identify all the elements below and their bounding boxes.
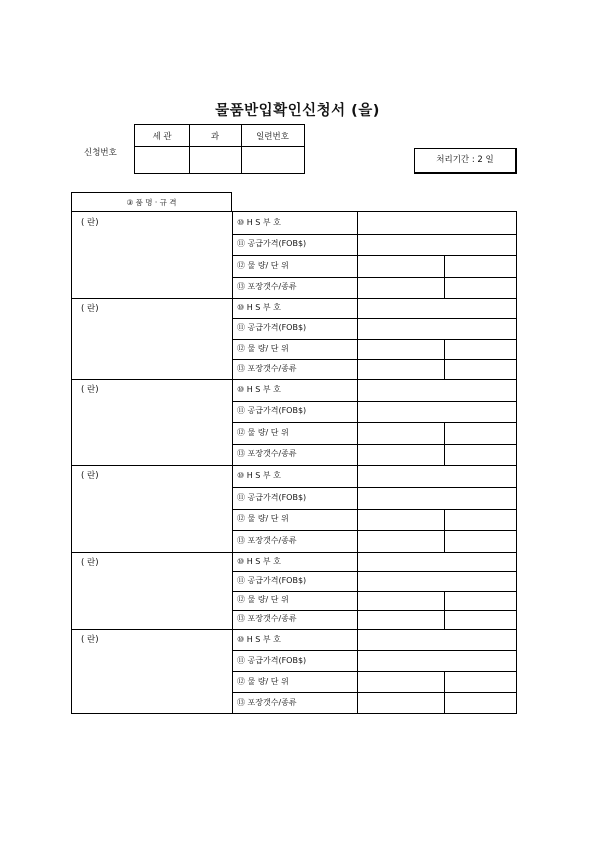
- value-divider: [357, 465, 358, 552]
- processing-period-box: 처리기간 : 2 일: [414, 148, 517, 174]
- item-block-label: ( 란): [81, 558, 99, 568]
- item-value-field[interactable]: [358, 553, 515, 570]
- item-value-field[interactable]: [358, 488, 515, 508]
- item-block-label: ( 란): [81, 218, 99, 228]
- item-value-field[interactable]: [358, 466, 515, 486]
- item-block-label: ( 란): [81, 635, 99, 645]
- item-value-field[interactable]: [358, 423, 515, 443]
- form-title: 물품반입확인신청서 (을): [215, 103, 380, 119]
- value-divider: [357, 379, 358, 465]
- unit-divider: [444, 671, 445, 713]
- item-row-label: ⑫ 물 량/ 단 위: [237, 343, 289, 353]
- item-value-field[interactable]: [358, 592, 515, 609]
- serial-number-field[interactable]: [243, 148, 303, 173]
- item-row-label: ⑪ 공급가격(FOB$): [237, 323, 307, 333]
- item-row-label: ⑩ H S 부 호: [237, 556, 281, 566]
- item-row-label: ⑩ H S 부 호: [237, 217, 281, 227]
- item-row-label: ⑫ 물 량/ 단 위: [237, 595, 289, 605]
- item-value-field[interactable]: [358, 235, 515, 255]
- item-row-label: ⑬ 포장갯수/종류: [237, 449, 297, 459]
- item-value-field[interactable]: [358, 213, 515, 233]
- item-row-label: ⑪ 공급가격(FOB$): [237, 492, 307, 502]
- item-row-label: ⑫ 물 량/ 단 위: [237, 676, 289, 686]
- item-row-label: ⑪ 공급가격(FOB$): [237, 406, 307, 416]
- item-value-field[interactable]: [358, 651, 515, 670]
- division-field[interactable]: [191, 148, 240, 173]
- item-value-field[interactable]: [358, 360, 515, 378]
- row-divider: [135, 146, 304, 147]
- unit-divider: [444, 422, 445, 465]
- item-block-label: ( 란): [81, 471, 99, 481]
- item-spec-header: ③ 품 명 · 규 격: [71, 192, 232, 212]
- unit-divider: [444, 339, 445, 380]
- item-value-field[interactable]: [358, 672, 515, 691]
- item-row-label: ⑩ H S 부 호: [237, 470, 281, 480]
- application-number-label: 신청번호: [84, 148, 117, 158]
- item-row-label: ⑫ 물 량/ 단 위: [237, 427, 289, 437]
- item-block-label: ( 란): [81, 385, 99, 395]
- item-row-label: ⑬ 포장갯수/종류: [237, 536, 297, 546]
- item-value-field[interactable]: [358, 630, 515, 649]
- item-row-label: ⑫ 물 량/ 단 위: [237, 514, 289, 524]
- unit-divider: [444, 591, 445, 630]
- value-divider: [357, 552, 358, 629]
- item-value-field[interactable]: [358, 278, 515, 298]
- customs-office-header: 세 관: [152, 132, 172, 142]
- item-row-label: ⑬ 포장갯수/종류: [237, 363, 297, 373]
- item-row-label: ⑪ 공급가격(FOB$): [237, 575, 307, 585]
- item-row-label: ⑬ 포장갯수/종류: [237, 697, 297, 707]
- item-block-label: ( 란): [81, 304, 99, 314]
- unit-divider: [444, 255, 445, 298]
- item-value-field[interactable]: [358, 510, 515, 530]
- item-value-field[interactable]: [358, 531, 515, 551]
- item-row-label: ⑬ 포장갯수/종류: [237, 614, 297, 624]
- value-divider: [357, 212, 358, 298]
- customs-office-field[interactable]: [136, 148, 188, 173]
- item-value-field[interactable]: [358, 611, 515, 628]
- item-value-field[interactable]: [358, 572, 515, 589]
- serial-number-header: 일련번호: [256, 132, 289, 142]
- application-number-table: [134, 124, 305, 174]
- column-divider: [232, 212, 233, 713]
- item-value-field[interactable]: [358, 693, 515, 712]
- item-value-field[interactable]: [358, 299, 515, 317]
- item-value-field[interactable]: [358, 402, 515, 422]
- value-divider: [357, 629, 358, 713]
- item-row-label: ⑫ 물 량/ 단 위: [237, 260, 289, 270]
- item-row-label: ⑬ 포장갯수/종류: [237, 282, 297, 292]
- item-row-label: ⑩ H S 부 호: [237, 384, 281, 394]
- value-divider: [357, 298, 358, 379]
- division-header: 과: [210, 132, 220, 142]
- item-value-field[interactable]: [358, 380, 515, 400]
- item-value-field[interactable]: [358, 256, 515, 276]
- item-row-label: ⑩ H S 부 호: [237, 303, 281, 313]
- item-row-label: ⑩ H S 부 호: [237, 634, 281, 644]
- unit-divider: [444, 509, 445, 553]
- item-value-field[interactable]: [358, 340, 515, 358]
- item-row-label: ⑪ 공급가격(FOB$): [237, 239, 307, 249]
- item-grid: [71, 211, 517, 714]
- item-value-field[interactable]: [358, 319, 515, 337]
- item-row-label: ⑪ 공급가격(FOB$): [237, 655, 307, 665]
- item-value-field[interactable]: [358, 445, 515, 465]
